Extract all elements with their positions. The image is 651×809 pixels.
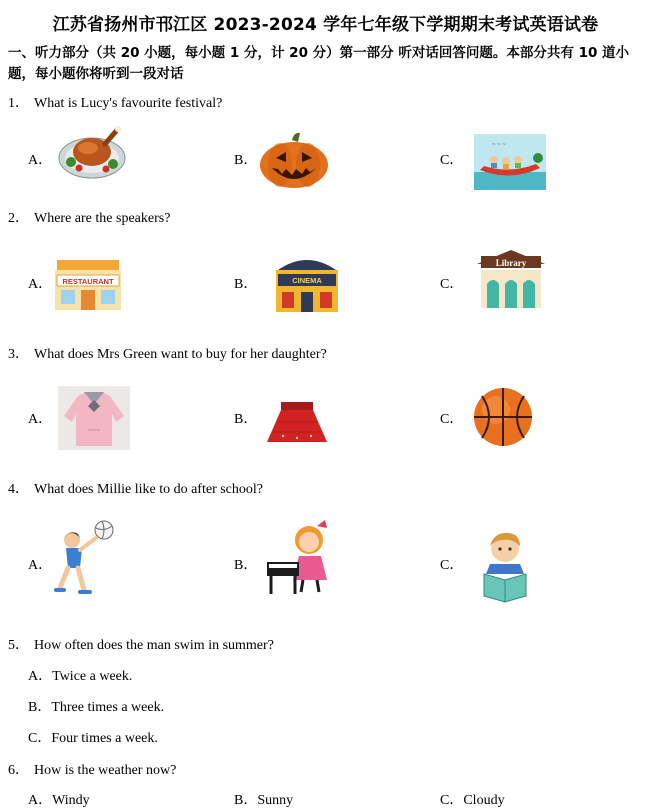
question-text: Where are the speakers? <box>34 211 171 226</box>
section-instruction: 一、听力部分（共 20 小题，每小题 1 分，计 20 分）第一部分 听对话回答问题。本部分共有 10 道小题，每小题你将听到一段对话 <box>8 45 630 82</box>
option-4a-label: A． <box>28 558 53 573</box>
option-4c-label: C． <box>440 558 464 573</box>
red-skirt-icon <box>263 392 331 452</box>
svg-text:CINEMA: CINEMA <box>292 276 322 285</box>
reading-boy-icon <box>474 530 536 606</box>
jack-o-lantern-icon <box>258 130 330 190</box>
question-text: What does Millie like to do after school? <box>34 482 263 497</box>
question-number: 6． <box>8 763 29 778</box>
option-2a-label: A． <box>28 277 53 292</box>
restaurant-icon <box>51 256 125 310</box>
cinema-icon <box>272 252 342 314</box>
option-2c-label: C． <box>440 277 464 292</box>
option-1b-label: B． <box>234 153 258 168</box>
pink-sweater-icon <box>58 386 130 450</box>
svg-text:Library: Library <box>495 258 527 268</box>
option-5a: A．Twice a week. <box>28 669 133 684</box>
option-6a: A．Windy <box>28 793 90 808</box>
question-number: 4． <box>8 482 29 497</box>
question-number: 3． <box>8 347 29 362</box>
roast-turkey-icon <box>57 122 127 182</box>
question-text: How is the weather now? <box>34 763 177 778</box>
svg-text:~~~~: ~~~~ <box>88 428 100 434</box>
option-3c-label: C． <box>440 412 464 427</box>
question-text: What does Mrs Green want to buy for her daughter? <box>34 347 327 362</box>
option-5c: C．Four times a week. <box>28 731 158 746</box>
option-3a-label: A． <box>28 412 53 427</box>
question-6 <box>8 759 176 779</box>
question-number: 5． <box>8 638 29 653</box>
question-1 <box>8 92 222 112</box>
page-title: 江苏省扬州市邗江区 2023-2024 学年七年级下学期期末考试英语试卷 <box>52 15 599 35</box>
volleyball-girl-icon <box>52 518 120 598</box>
option-4b-label: B． <box>234 558 258 573</box>
option-5b: B．Three times a week. <box>28 700 165 715</box>
question-text: How often does the man swim in summer? <box>34 638 274 653</box>
option-2b-label: B． <box>234 277 258 292</box>
library-icon <box>475 248 547 310</box>
option-6b: B．Sunny <box>234 793 294 808</box>
question-4 <box>8 478 263 498</box>
piano-girl-icon <box>265 518 335 596</box>
question-text: What is Lucy's favourite festival? <box>34 96 223 111</box>
svg-text:~ ~ ~: ~ ~ ~ <box>492 142 506 148</box>
question-5 <box>8 634 274 654</box>
option-6c: C．Cloudy <box>440 793 505 808</box>
question-2 <box>8 207 170 227</box>
option-3b-label: B． <box>234 412 258 427</box>
basketball-icon <box>472 386 534 448</box>
question-number: 1． <box>8 96 29 111</box>
option-1a-label: A． <box>28 153 53 168</box>
question-number: 2． <box>8 211 29 226</box>
dragon-boat-icon <box>474 134 546 190</box>
question-3 <box>8 343 327 363</box>
option-1c-label: C． <box>440 153 464 168</box>
svg-text:RESTAURANT: RESTAURANT <box>62 277 114 286</box>
